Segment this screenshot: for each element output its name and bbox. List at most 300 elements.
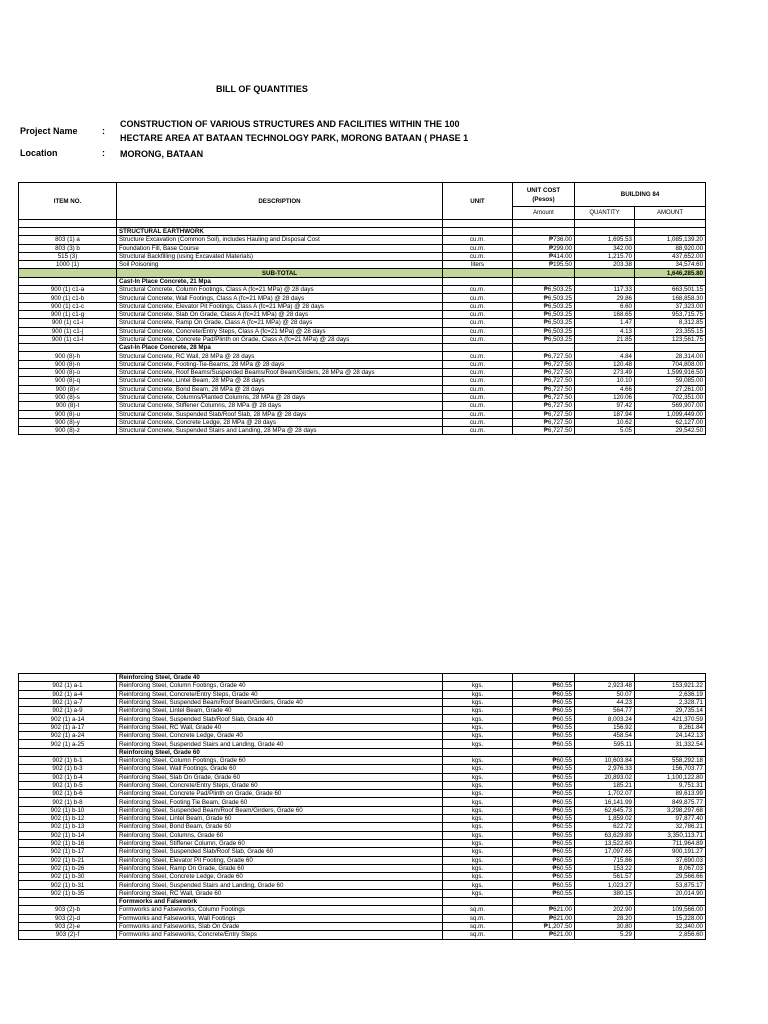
section-heading: Cast-In Place Concrete, 28 Mpa	[117, 344, 443, 352]
item-unit-cost: ₱6,727.50	[513, 427, 575, 435]
item-quantity: 29.86	[575, 294, 635, 302]
item-unit-cost: ₱60.55	[513, 823, 575, 831]
item-description: Reinforcing Steel, Concrete Pad/Plinth on Grade, Grade 60	[117, 790, 443, 798]
item-description: Structure Excavation (Common Soil), includes Hauling and Disposal Cost	[117, 236, 443, 244]
item-description: Reinforcing Steel, Wall Footings, Grade 60	[117, 765, 443, 773]
item-number: 903 (2)-d	[19, 914, 117, 922]
empty-cell	[443, 674, 513, 682]
item-amount: 1,099,449.00	[635, 410, 706, 418]
item-number: 903 (2)-f	[19, 931, 117, 939]
item-amount: 34,574.60	[635, 261, 706, 269]
location-value: MORONG, BATAAN	[120, 149, 204, 159]
empty-cell	[117, 220, 443, 228]
item-description: Structural Concrete, Stiffener Columns, 28 MPa @ 28 days	[117, 402, 443, 410]
empty-cell	[19, 344, 117, 352]
table-row	[19, 906, 706, 914]
item-unit-cost: ₱60.55	[513, 873, 575, 881]
table-row	[19, 715, 706, 723]
item-unit: cu.m.	[443, 244, 513, 252]
item-description: Structural Concrete, Lintel Beam, 28 MPa @ 28 days	[117, 377, 443, 385]
item-amount: 849,875.77	[635, 798, 706, 806]
empty-cell	[513, 344, 575, 352]
item-quantity: 16,141.99	[575, 798, 635, 806]
item-description: Formworks and Falseworks, Slab On Grade	[117, 922, 443, 930]
subtotal-amount: 1,646,285.80	[635, 269, 706, 277]
item-amount: 32,340.00	[635, 922, 706, 930]
item-description: Reinforcing Steel, Concrete Ledge, Grade 60	[117, 873, 443, 881]
item-unit-cost: ₱6,727.50	[513, 377, 575, 385]
item-amount: 89,613.99	[635, 790, 706, 798]
table-row	[19, 831, 706, 839]
empty-cell	[513, 228, 575, 236]
item-unit: cu.m.	[443, 393, 513, 401]
item-number: 902 (1) a-4	[19, 690, 117, 698]
item-number: 900 (1) c1-a	[19, 286, 117, 294]
table-1-body	[19, 183, 706, 435]
item-number: 902 (1) a-25	[19, 740, 117, 748]
item-unit-cost: ₱621.00	[513, 931, 575, 939]
item-number: 902 (1) b-21	[19, 856, 117, 864]
item-unit: kgs.	[443, 848, 513, 856]
item-quantity: 168.65	[575, 310, 635, 318]
item-number: 902 (1) b-14	[19, 831, 117, 839]
header-unit-cost-label: UNIT COST	[526, 186, 561, 194]
item-unit: cu.m.	[443, 369, 513, 377]
table-row	[19, 881, 706, 889]
empty-cell	[635, 748, 706, 756]
project-name-line-1: CONSTRUCTION OF VARIOUS STRUCTURES AND FACILITIES WITHIN THE 100	[120, 119, 460, 129]
item-number: 902 (1) b-1	[19, 756, 117, 764]
item-description: Reinforcing Steel, Bond Beam, Grade 60	[117, 823, 443, 831]
item-quantity: 2,923.48	[575, 682, 635, 690]
item-unit: kgs.	[443, 806, 513, 814]
item-quantity: 120.06	[575, 393, 635, 401]
item-amount: 37,690.03	[635, 856, 706, 864]
table-row	[19, 294, 706, 302]
table-row	[19, 781, 706, 789]
empty-cell	[443, 748, 513, 756]
section-heading-row	[19, 344, 706, 352]
table-row	[19, 252, 706, 260]
item-quantity: 10.10	[575, 377, 635, 385]
item-unit-cost: ₱60.55	[513, 682, 575, 690]
item-unit-cost: ₱6,727.50	[513, 418, 575, 426]
item-quantity: 21.85	[575, 335, 635, 343]
item-unit: sq.m.	[443, 922, 513, 930]
item-quantity: 595.11	[575, 740, 635, 748]
item-unit-cost: ₱60.55	[513, 798, 575, 806]
section-heading-row	[19, 674, 706, 682]
empty-cell	[443, 277, 513, 285]
table-row	[19, 698, 706, 706]
item-amount: 1,599,916.50	[635, 369, 706, 377]
item-quantity: 4.13	[575, 327, 635, 335]
item-unit: kgs.	[443, 698, 513, 706]
item-description: Reinforcing Steel, Concrete Ledge, Grade 40	[117, 732, 443, 740]
table-row	[19, 823, 706, 831]
item-amount: 8,261.84	[635, 723, 706, 731]
empty-cell	[635, 220, 706, 228]
item-description: Structural Concrete, Roof Beams/Suspended Beams/Roof Beam/Girders, 28 MPa @ 28 days	[117, 369, 443, 377]
item-amount: 711,964.89	[635, 839, 706, 847]
item-number: 900 (8)-y	[19, 418, 117, 426]
item-unit: cu.m.	[443, 335, 513, 343]
item-unit: cu.m.	[443, 377, 513, 385]
item-number: 900 (8)-n	[19, 360, 117, 368]
table-row	[19, 723, 706, 731]
item-unit: kgs.	[443, 864, 513, 872]
item-unit-cost: ₱60.55	[513, 773, 575, 781]
table-row	[19, 319, 706, 327]
empty-cell	[635, 674, 706, 682]
item-description: Structural Concrete, Wall Footings, Class A (fc=21 MPa) @ 28 days	[117, 294, 443, 302]
item-quantity: 5.29	[575, 931, 635, 939]
item-amount: 704,808.00	[635, 360, 706, 368]
header-amount: AMOUNT	[635, 207, 706, 220]
header-building: BUILDING 84	[575, 183, 706, 207]
table-row	[19, 418, 706, 426]
location-colon: :	[102, 148, 105, 158]
item-unit-cost: ₱414.00	[513, 252, 575, 260]
item-unit-cost: ₱60.55	[513, 723, 575, 731]
bill-of-quantities-table-1	[18, 182, 706, 435]
item-number: 900 (8)-h	[19, 352, 117, 360]
item-number: 902 (1) b-26	[19, 864, 117, 872]
item-amount: 2,636.19	[635, 690, 706, 698]
item-unit: cu.m.	[443, 286, 513, 294]
item-unit: cu.m.	[443, 327, 513, 335]
table-row	[19, 931, 706, 939]
item-unit-cost: ₱60.55	[513, 690, 575, 698]
item-quantity: 4.66	[575, 385, 635, 393]
item-unit: cu.m.	[443, 360, 513, 368]
subtotal-row	[19, 269, 706, 277]
item-number: 902 (1) a-24	[19, 732, 117, 740]
item-quantity: 202.90	[575, 906, 635, 914]
item-quantity: 63,629.89	[575, 831, 635, 839]
item-unit-cost: ₱621.00	[513, 914, 575, 922]
item-unit-cost: ₱60.55	[513, 707, 575, 715]
item-number: 900 (1) c1-c	[19, 302, 117, 310]
empty-cell	[635, 277, 706, 285]
item-amount: 109,566.00	[635, 906, 706, 914]
item-unit: cu.m.	[443, 252, 513, 260]
item-quantity: 156.92	[575, 723, 635, 731]
item-unit: kgs.	[443, 765, 513, 773]
table-2-body	[19, 674, 706, 940]
item-unit: liters	[443, 261, 513, 269]
item-number: 902 (1) b-5	[19, 781, 117, 789]
item-amount: 558,292.18	[635, 756, 706, 764]
item-unit: kgs.	[443, 873, 513, 881]
item-quantity: 50.07	[575, 690, 635, 698]
item-amount: 28,314.00	[635, 352, 706, 360]
item-description: Structural Concrete, Columns/Planted Columns, 28 MPa @ 28 days	[117, 393, 443, 401]
item-quantity: 17,097.65	[575, 848, 635, 856]
table-row	[19, 402, 706, 410]
table-row	[19, 873, 706, 881]
item-description: Reinforcing Steel, Suspended Stairs and Landing, Grade 40	[117, 740, 443, 748]
item-unit: kgs.	[443, 781, 513, 789]
item-number: 900 (1) c1-b	[19, 294, 117, 302]
item-quantity: 1,695.53	[575, 236, 635, 244]
item-amount: 123,561.75	[635, 335, 706, 343]
item-quantity: 62,645.73	[575, 806, 635, 814]
item-unit: cu.m.	[443, 427, 513, 435]
project-name-line-2: HECTARE AREA AT BATAAN TECHNOLOGY PARK, MORONG BATAAN ( PHASE 1	[120, 133, 469, 143]
item-amount: 31,332.54	[635, 740, 706, 748]
header-quantity: QUANTITY	[575, 207, 635, 220]
empty-cell	[443, 220, 513, 228]
item-description: Structural Concrete, RC Wall, 28 MPa @ 28 days	[117, 352, 443, 360]
item-quantity: 2,976.33	[575, 765, 635, 773]
item-description: Reinforcing Steel, Suspended Beam/Roof Beam/Girders, Grade 60	[117, 806, 443, 814]
item-number: 902 (1) a-9	[19, 707, 117, 715]
item-amount: 88,920.00	[635, 244, 706, 252]
table-row	[19, 889, 706, 897]
item-amount: 437,652.00	[635, 252, 706, 260]
item-unit: kgs.	[443, 756, 513, 764]
table-row	[19, 360, 706, 368]
item-unit: kgs.	[443, 823, 513, 831]
item-description: Reinforcing Steel, Concrete/Entry Steps, Grade 40	[117, 690, 443, 698]
empty-cell	[575, 228, 635, 236]
empty-cell	[19, 674, 117, 682]
item-unit-cost: ₱60.55	[513, 765, 575, 773]
empty-cell	[575, 277, 635, 285]
item-quantity: 4.84	[575, 352, 635, 360]
item-quantity: 187.94	[575, 410, 635, 418]
item-unit-cost: ₱6,727.50	[513, 352, 575, 360]
item-description: Structural Concrete, Concrete Ledge, 28 MPa @ 28 days	[117, 418, 443, 426]
item-unit: kgs.	[443, 740, 513, 748]
item-unit-cost: ₱60.55	[513, 848, 575, 856]
item-unit-cost: ₱60.55	[513, 740, 575, 748]
table-row	[19, 352, 706, 360]
section-heading: Cast-In Place Concrete, 21 Mpa	[117, 277, 443, 285]
empty-cell	[513, 898, 575, 906]
item-unit-cost: ₱6,503.25	[513, 286, 575, 294]
item-number: 902 (1) a-17	[19, 723, 117, 731]
table-row	[19, 856, 706, 864]
item-description: Formworks and Falseworks, Column Footings	[117, 906, 443, 914]
item-description: Formworks and Falseworks, Concrete/Entry Steps	[117, 931, 443, 939]
item-amount: 3,298,297.68	[635, 806, 706, 814]
item-quantity: 185.21	[575, 781, 635, 789]
project-name-value	[120, 117, 540, 145]
item-description: Reinforcing Steel, Slab On Grade, Grade 60	[117, 773, 443, 781]
item-unit: sq.m.	[443, 906, 513, 914]
item-unit: kgs.	[443, 798, 513, 806]
item-unit: kgs.	[443, 831, 513, 839]
table-row	[19, 773, 706, 781]
item-number: 903 (2)-e	[19, 922, 117, 930]
section-heading-row	[19, 748, 706, 756]
item-number: 900 (1) c1-j	[19, 327, 117, 335]
item-unit: kgs.	[443, 690, 513, 698]
item-unit: kgs.	[443, 773, 513, 781]
item-unit: cu.m.	[443, 352, 513, 360]
item-number: 902 (1) b-30	[19, 873, 117, 881]
subtotal-label: SUB-TOTAL	[117, 269, 443, 277]
item-amount: 15,228.00	[635, 914, 706, 922]
item-unit-cost: ₱60.55	[513, 839, 575, 847]
item-amount: 59,085.00	[635, 377, 706, 385]
item-unit-cost: ₱60.55	[513, 889, 575, 897]
item-unit: kgs.	[443, 889, 513, 897]
item-amount: 27,261.00	[635, 385, 706, 393]
item-unit-cost: ₱299.00	[513, 244, 575, 252]
item-unit: sq.m.	[443, 914, 513, 922]
item-amount: 62,127.00	[635, 418, 706, 426]
item-unit: cu.m.	[443, 310, 513, 318]
item-quantity: 117.33	[575, 286, 635, 294]
item-quantity: 273.49	[575, 369, 635, 377]
item-number: 903 (2)-b	[19, 906, 117, 914]
header-item-no: ITEM NO.	[19, 183, 117, 220]
item-unit: cu.m.	[443, 236, 513, 244]
header-pesos-label: (Pesos)	[532, 195, 555, 203]
item-description: Structural Backfilling (using Excavated Materials)	[117, 252, 443, 260]
item-number: 900 (1) c1-l	[19, 335, 117, 343]
item-unit-cost: ₱60.55	[513, 856, 575, 864]
item-unit: kgs.	[443, 790, 513, 798]
header-description: DESCRIPTION	[117, 183, 443, 220]
item-unit: kgs.	[443, 682, 513, 690]
project-name-colon: :	[102, 126, 105, 136]
item-amount: 24,142.13	[635, 732, 706, 740]
item-unit-cost: ₱1,207.50	[513, 922, 575, 930]
item-description: Structural Concrete, Suspended Slab/Roof Slab, 28 MPa @ 28 days	[117, 410, 443, 418]
item-unit-cost: ₱6,727.50	[513, 369, 575, 377]
empty-cell	[513, 220, 575, 228]
item-unit: kgs.	[443, 881, 513, 889]
item-unit-cost: ₱6,727.50	[513, 393, 575, 401]
item-quantity: 153.22	[575, 864, 635, 872]
item-quantity: 380.15	[575, 889, 635, 897]
item-number: 902 (1) b-3	[19, 765, 117, 773]
item-number: 902 (1) b-12	[19, 815, 117, 823]
header-amount-sub: Amount	[513, 207, 575, 220]
empty-cell	[513, 674, 575, 682]
empty-cell	[575, 674, 635, 682]
item-unit-cost: ₱6,503.25	[513, 302, 575, 310]
item-quantity: 30.80	[575, 922, 635, 930]
empty-cell	[443, 228, 513, 236]
empty-cell	[19, 220, 117, 228]
item-quantity: 1,215.70	[575, 252, 635, 260]
item-quantity: 561.57	[575, 873, 635, 881]
table-row	[19, 410, 706, 418]
item-number: 902 (1) b-17	[19, 848, 117, 856]
item-number: 900 (8)-r	[19, 385, 117, 393]
item-quantity: 13,522.60	[575, 839, 635, 847]
item-quantity: 715.86	[575, 856, 635, 864]
item-unit: kgs.	[443, 732, 513, 740]
item-amount: 569,907.00	[635, 402, 706, 410]
item-unit-cost: ₱60.55	[513, 781, 575, 789]
item-unit: cu.m.	[443, 402, 513, 410]
item-description: Reinforcing Steel, Suspended Slab/Roof Slab, Grade 60	[117, 848, 443, 856]
item-unit-cost: ₱6,727.50	[513, 410, 575, 418]
empty-cell	[513, 277, 575, 285]
section-heading: Reinforcing Steel, Grade 40	[117, 674, 443, 682]
item-amount: 168,858.30	[635, 294, 706, 302]
empty-cell	[575, 269, 635, 277]
item-unit: cu.m.	[443, 294, 513, 302]
item-description: Structural Concrete, Suspended Stairs and Landing, 28 MPa @ 28 days	[117, 427, 443, 435]
item-quantity: 1,702.07	[575, 790, 635, 798]
item-description: Reinforcing Steel, Concrete/Entry Steps, Grade 60	[117, 781, 443, 789]
item-quantity: 28.20	[575, 914, 635, 922]
item-number: 900 (8)-s	[19, 393, 117, 401]
item-number: 515 (3)	[19, 252, 117, 260]
empty-cell	[575, 344, 635, 352]
table-row	[19, 790, 706, 798]
item-quantity: 44.23	[575, 698, 635, 706]
item-amount: 702,351.00	[635, 393, 706, 401]
section-heading: Formworks and Falsework	[117, 898, 443, 906]
item-unit-cost: ₱6,503.25	[513, 310, 575, 318]
item-unit-cost: ₱60.55	[513, 732, 575, 740]
item-amount: 29,566.66	[635, 873, 706, 881]
item-amount: 153,921.22	[635, 682, 706, 690]
item-unit-cost: ₱6,727.50	[513, 385, 575, 393]
item-description: Reinforcing Steel, RC Wall, Grade 40	[117, 723, 443, 731]
section-heading-row	[19, 898, 706, 906]
item-number: 902 (1) b-13	[19, 823, 117, 831]
empty-cell	[19, 898, 117, 906]
item-description: Soil Poisoning	[117, 261, 443, 269]
section-heading: Reinforcing Steel, Grade 60	[117, 748, 443, 756]
table-row	[19, 385, 706, 393]
item-number: 902 (1) b-4	[19, 773, 117, 781]
item-number: 900 (8)-t	[19, 402, 117, 410]
empty-cell	[443, 269, 513, 277]
item-unit: kgs.	[443, 707, 513, 715]
item-amount: 2,856.60	[635, 931, 706, 939]
item-amount: 23,355.15	[635, 327, 706, 335]
table-row	[19, 848, 706, 856]
item-amount: 97,877.40	[635, 815, 706, 823]
table-row	[19, 427, 706, 435]
item-unit-cost: ₱6,727.50	[513, 360, 575, 368]
item-unit-cost: ₱60.55	[513, 815, 575, 823]
item-amount: 3,350,113.71	[635, 831, 706, 839]
item-number: 902 (1) b-35	[19, 889, 117, 897]
item-unit: cu.m.	[443, 410, 513, 418]
table-row	[19, 707, 706, 715]
item-number: 900 (1) c1-g	[19, 310, 117, 318]
item-number: 902 (1) b-10	[19, 806, 117, 814]
item-description: Reinforcing Steel, Footing Tie Beam, Grade 60	[117, 798, 443, 806]
item-number: 902 (1) a-1	[19, 682, 117, 690]
item-description: Foundation Fill, Base Course	[117, 244, 443, 252]
item-unit-cost: ₱6,503.25	[513, 327, 575, 335]
table-row	[19, 765, 706, 773]
item-amount: 53,875.17	[635, 881, 706, 889]
item-number: 902 (1) b-8	[19, 798, 117, 806]
item-description: Structural Concrete, Bond Beam, 28 MPa @ 28 days	[117, 385, 443, 393]
item-quantity: 8,003.24	[575, 715, 635, 723]
table-row	[19, 756, 706, 764]
item-number: 902 (1) a-14	[19, 715, 117, 723]
item-amount: 29,542.50	[635, 427, 706, 435]
item-number: 900 (8)-q	[19, 377, 117, 385]
header-unit-cost	[513, 183, 575, 207]
item-unit: kgs.	[443, 856, 513, 864]
table-row	[19, 236, 706, 244]
